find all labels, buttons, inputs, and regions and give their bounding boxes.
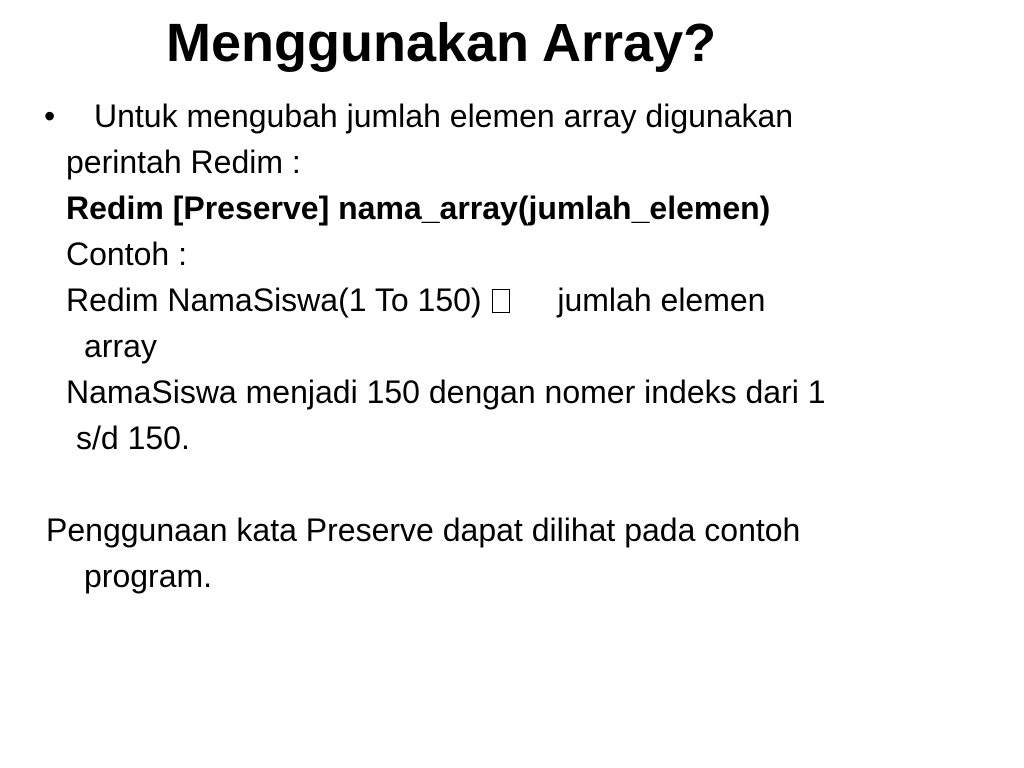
slide-title: Menggunakan Array? bbox=[166, 13, 717, 73]
bullet-text-line-1: Untuk mengubah jumlah elemen array digunakan bbox=[94, 98, 794, 134]
bullet-text-line-8: s/d 150. bbox=[76, 420, 190, 456]
paragraph-line-2: program. bbox=[84, 558, 213, 594]
example-description: jumlah elemen bbox=[557, 282, 766, 318]
bullet-text-line-2: perintah Redim : bbox=[66, 144, 301, 180]
redim-syntax: Redim [Preserve] nama_array(jumlah_elemen) bbox=[66, 190, 771, 226]
paragraph-line-1: Penggunaan kata Preserve dapat dilihat pada contoh bbox=[46, 512, 801, 548]
bullet-marker: • bbox=[44, 98, 56, 134]
example-continuation: array bbox=[84, 328, 157, 364]
arrow-icon bbox=[492, 289, 510, 313]
bullet-text-line-7: NamaSiswa menjadi 150 dengan nomer indeks dari 1 bbox=[66, 374, 826, 410]
example-label: Contoh : bbox=[66, 236, 187, 272]
example-line bbox=[66, 282, 765, 319]
example-code: Redim NamaSiswa(1 To 150) bbox=[66, 282, 482, 318]
